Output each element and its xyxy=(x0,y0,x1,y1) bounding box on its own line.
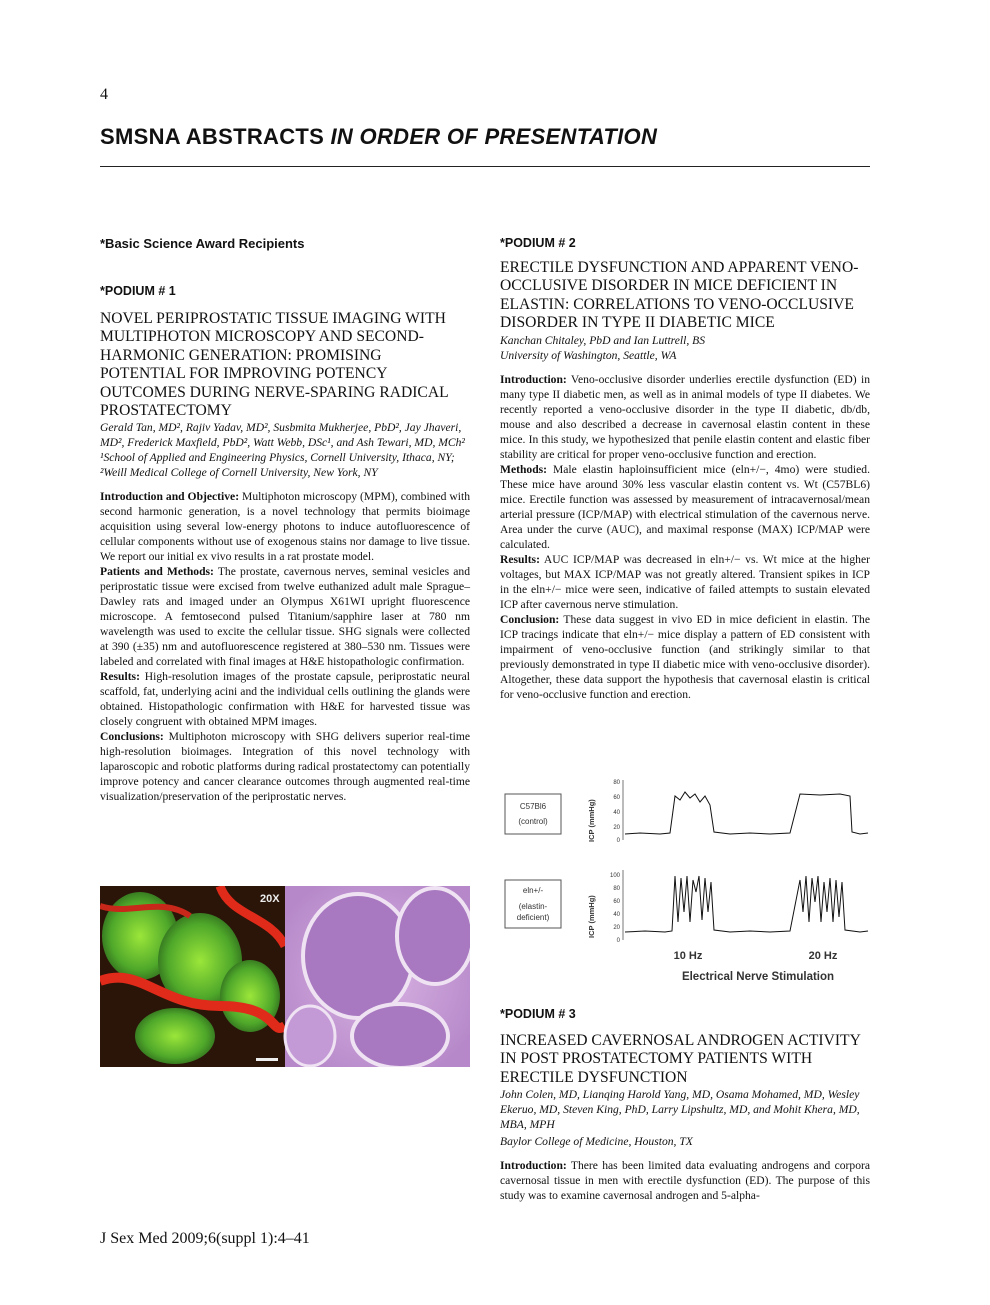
elastin-strain-label: eln+/- xyxy=(522,886,544,895)
podium-3-block xyxy=(500,1007,870,1203)
tissue-lobule xyxy=(397,888,470,984)
tissue-lobule xyxy=(352,1004,448,1067)
podium-2-conclusion: Conclusion: These data suggest in vivo ED in mice deficient in elastin. The ICP tracings indicate that eln+/− mice display a pattern of ED consistent with impairment of veno-occlusive function (and strikingly similar to that previously demonstrated in type II diabetic mice with veno-occlusive disorder). Altogether, these data support the hypothesis that cavernosal elastin is critical for veno-occlusive function and erection. xyxy=(500,612,870,701)
podium-2-authors: Kanchan Chitaley, PbD and Ian Luttrell, BS xyxy=(500,333,706,347)
podium-1-results: Results: High-resolution images of the prostate capsule, periprostatic neural scaffold, fat, underlying acini and the individual cells outlining the glands were obtained. Histopathologic confirmation with H&E for harvested tissue was closely congruent with obtained MPM images. xyxy=(100,670,470,729)
page-header: SMSNA ABSTRACTS IN ORDER OF PRESENTATION xyxy=(100,124,658,149)
tissue-lobule xyxy=(303,894,413,1018)
podium-2-methods: Methods: Male elastin haploinsufficient mice (eln+/−, 4mo) were studied. These mice have around 30% less vascular elastin content vs. Wt (C57BL6) mice. Erectile function was assessed by measurement of intracavernosal/mean arterial pressure (ICP/MAP) with electrical stimulation of the cavernous nerve. Area under the curve (AUC), and maximal response (MAX) ICP/MAP were calculated. xyxy=(500,462,870,551)
y-axis-label-bottom: ICP (mmHg) xyxy=(587,895,596,938)
page-number: 4 xyxy=(100,86,108,103)
y-tick: 40 xyxy=(613,810,620,816)
control-label-box xyxy=(505,794,561,834)
podium-2-introduction: Introduction: Veno-occlusive disorder underlies erectile dysfunction (ED) in many type II diabetic men, as well as in animal models of type II diabetes. We recently reported a veno-occlusive disorder in the type II diabetic, db/db, mouse and also described a decrease in cavernosal elastin content in these mice. In this study, we hypothesized that penile elastin content and elastic fiber stability are critical for proper veno-occlusive function and erection. xyxy=(500,372,870,461)
podium-2-affiliation: University of Washington, Seattle, WA xyxy=(500,348,677,362)
podium-1-authors: Gerald Tan, MD², Rajiv Yadav, MD², Susbmita Mukherjee, PbD², Jay Jhaveri, MD², Frederick Maxfield, PbD², Watt Webb, DSc¹, and Ash Tewari, MD, MCh² xyxy=(100,421,465,450)
podium-3-label: *PODIUM # 3 xyxy=(500,1007,576,1021)
control-group-label: (control) xyxy=(518,817,548,826)
y-tick: 60 xyxy=(613,899,620,905)
podium-1-introduction: Introduction and Objective: Multiphoton microscopy (MPM), combined with second harmonic generation, is a novel technology that permits bioimage acquisition using several low-energy photons to induce autofluorescence of cellular components without use of exogenous stains nor damage to live tissue. We report our initial ex vivo results in a rat prostate model. xyxy=(100,490,470,564)
y-tick: 80 xyxy=(613,886,620,892)
section-heading: *Basic Science Award Recipients xyxy=(100,236,305,251)
podium-3-title: INCREASED CAVERNOSAL ANDROGEN ACTIVITY IN POST PROSTATECTOMY PATIENTS WITH ERECTILE DYSFUNCTION xyxy=(500,1032,861,1086)
y-tick: 0 xyxy=(616,838,620,844)
podium-1-methods: Patients and Methods: The prostate, cavernous nerves, seminal vesicles and periprostatic tissue were excised from twelve euthanized adult male Sprague–Dawley rats and imaged under an Olympus X61WI upright fluorescence microscope. A femtosecond pulsed Titanium/sapphire laser at 780 nm wavelength was used to excite the cellular tissue. SHG signals were collected at 390 (±35) nm and autofluorescence registered at 380–530 nm. Tissues were labeled and correlated with final images at H&E histopathologic confirmation. xyxy=(100,565,470,669)
elastin-group-label-cont: deficient) xyxy=(516,913,550,922)
podium-1-affiliation-2: ²Weill Medical College of Cornell University, New York, NY xyxy=(100,466,378,480)
podium-3-introduction: Introduction: There has been limited data evaluating androgens and corpora cavernosal tissue in men with erectile dysfunction (ED). The purpose of this study was to examine cavernosal androgen and 5-alpha- xyxy=(500,1159,870,1203)
left-column xyxy=(100,236,470,804)
y-tick: 20 xyxy=(613,825,620,831)
frequency-label-20hz: 20 Hz xyxy=(808,950,838,962)
frequency-label-10hz: 10 Hz xyxy=(673,950,703,962)
y-tick: 0 xyxy=(616,938,620,944)
scale-bar xyxy=(256,1058,278,1061)
podium-1-affiliation-1: ¹School of Applied and Engineering Physics, Cornell University, Ithaca, NY; xyxy=(100,451,455,465)
y-tick: 100 xyxy=(609,873,620,879)
y-tick: 80 xyxy=(613,780,620,786)
y-axis-label-top: ICP (mmHg) xyxy=(587,799,596,842)
magnification-label: 20X xyxy=(260,893,280,905)
podium-3-affiliation: Baylor College of Medicine, Houston, TX xyxy=(500,1135,693,1149)
podium-2-title: ERECTILE DYSFUNCTION AND APPARENT VENO-OCCLUSIVE DISORDER IN MICE DEFICIENT IN ELASTIN: CORRELATIONS TO VENO-OCCLUSIVE DISORDER IN TYPE II DIABETIC MICE xyxy=(500,259,859,332)
control-icp-trace xyxy=(625,792,868,834)
y-tick: 40 xyxy=(613,912,620,918)
microscopy-figure xyxy=(100,886,470,1067)
tissue-lobule xyxy=(285,1006,335,1066)
icp-tracing-figure xyxy=(500,772,870,987)
podium-1-conclusions: Conclusions: Multiphoton microscopy with SHG delivers superior real-time high-resolution bioimages. Integration of this novel technology with laparoscopic and robotic platforms during radical prostatectomy can potentially improve potency and cancer clearance outcomes through augmented real-time visualization/preservation of the periprostatic nerves. xyxy=(100,730,470,804)
elastin-icp-trace xyxy=(625,876,868,932)
podium-2-label: *PODIUM # 2 xyxy=(500,236,576,250)
podium-3-authors: John Colen, MD, Lianqing Harold Yang, MD, Osama Mohamed, MD, Wesley Ekeruo, MD, Steven King, PhD, Larry Lipshultz, MD, and Mohit Khera, MD, MBA, MPH xyxy=(500,1088,860,1132)
journal-citation: J Sex Med 2009;6(suppl 1):4–41 xyxy=(100,1230,310,1247)
podium-2-results: Results: AUC ICP/MAP was decreased in eln+/− vs. Wt mice at the higher voltages, but MAX ICP/MAP was not greatly altered. Transient spikes in ICP in the eln+/− mice were seen, indicative of failed attempts to sustain elevated ICP after cavernous nerve stimulation. xyxy=(500,552,870,611)
control-strain-label: C57Bl6 xyxy=(519,802,547,811)
x-axis-label: Electrical Nerve Stimulation xyxy=(681,971,835,983)
header-rule xyxy=(100,166,870,167)
podium-1-title: NOVEL PERIPROSTATIC TISSUE IMAGING WITH MULTIPHOTON MICROSCOPY AND SECOND-HARMONIC GENERATION: PROMISING POTENTIAL FOR IMPROVING POTENCY OUTCOMES DURING NERVE-SPARING RADICAL PROSTATECTOMY xyxy=(100,310,449,420)
y-tick: 60 xyxy=(613,795,620,801)
y-tick: 20 xyxy=(613,925,620,931)
right-column xyxy=(500,236,870,702)
elastin-group-label: (elastin- xyxy=(518,902,548,911)
gland-cluster xyxy=(135,1008,215,1064)
podium-1-label: *PODIUM # 1 xyxy=(100,284,176,298)
